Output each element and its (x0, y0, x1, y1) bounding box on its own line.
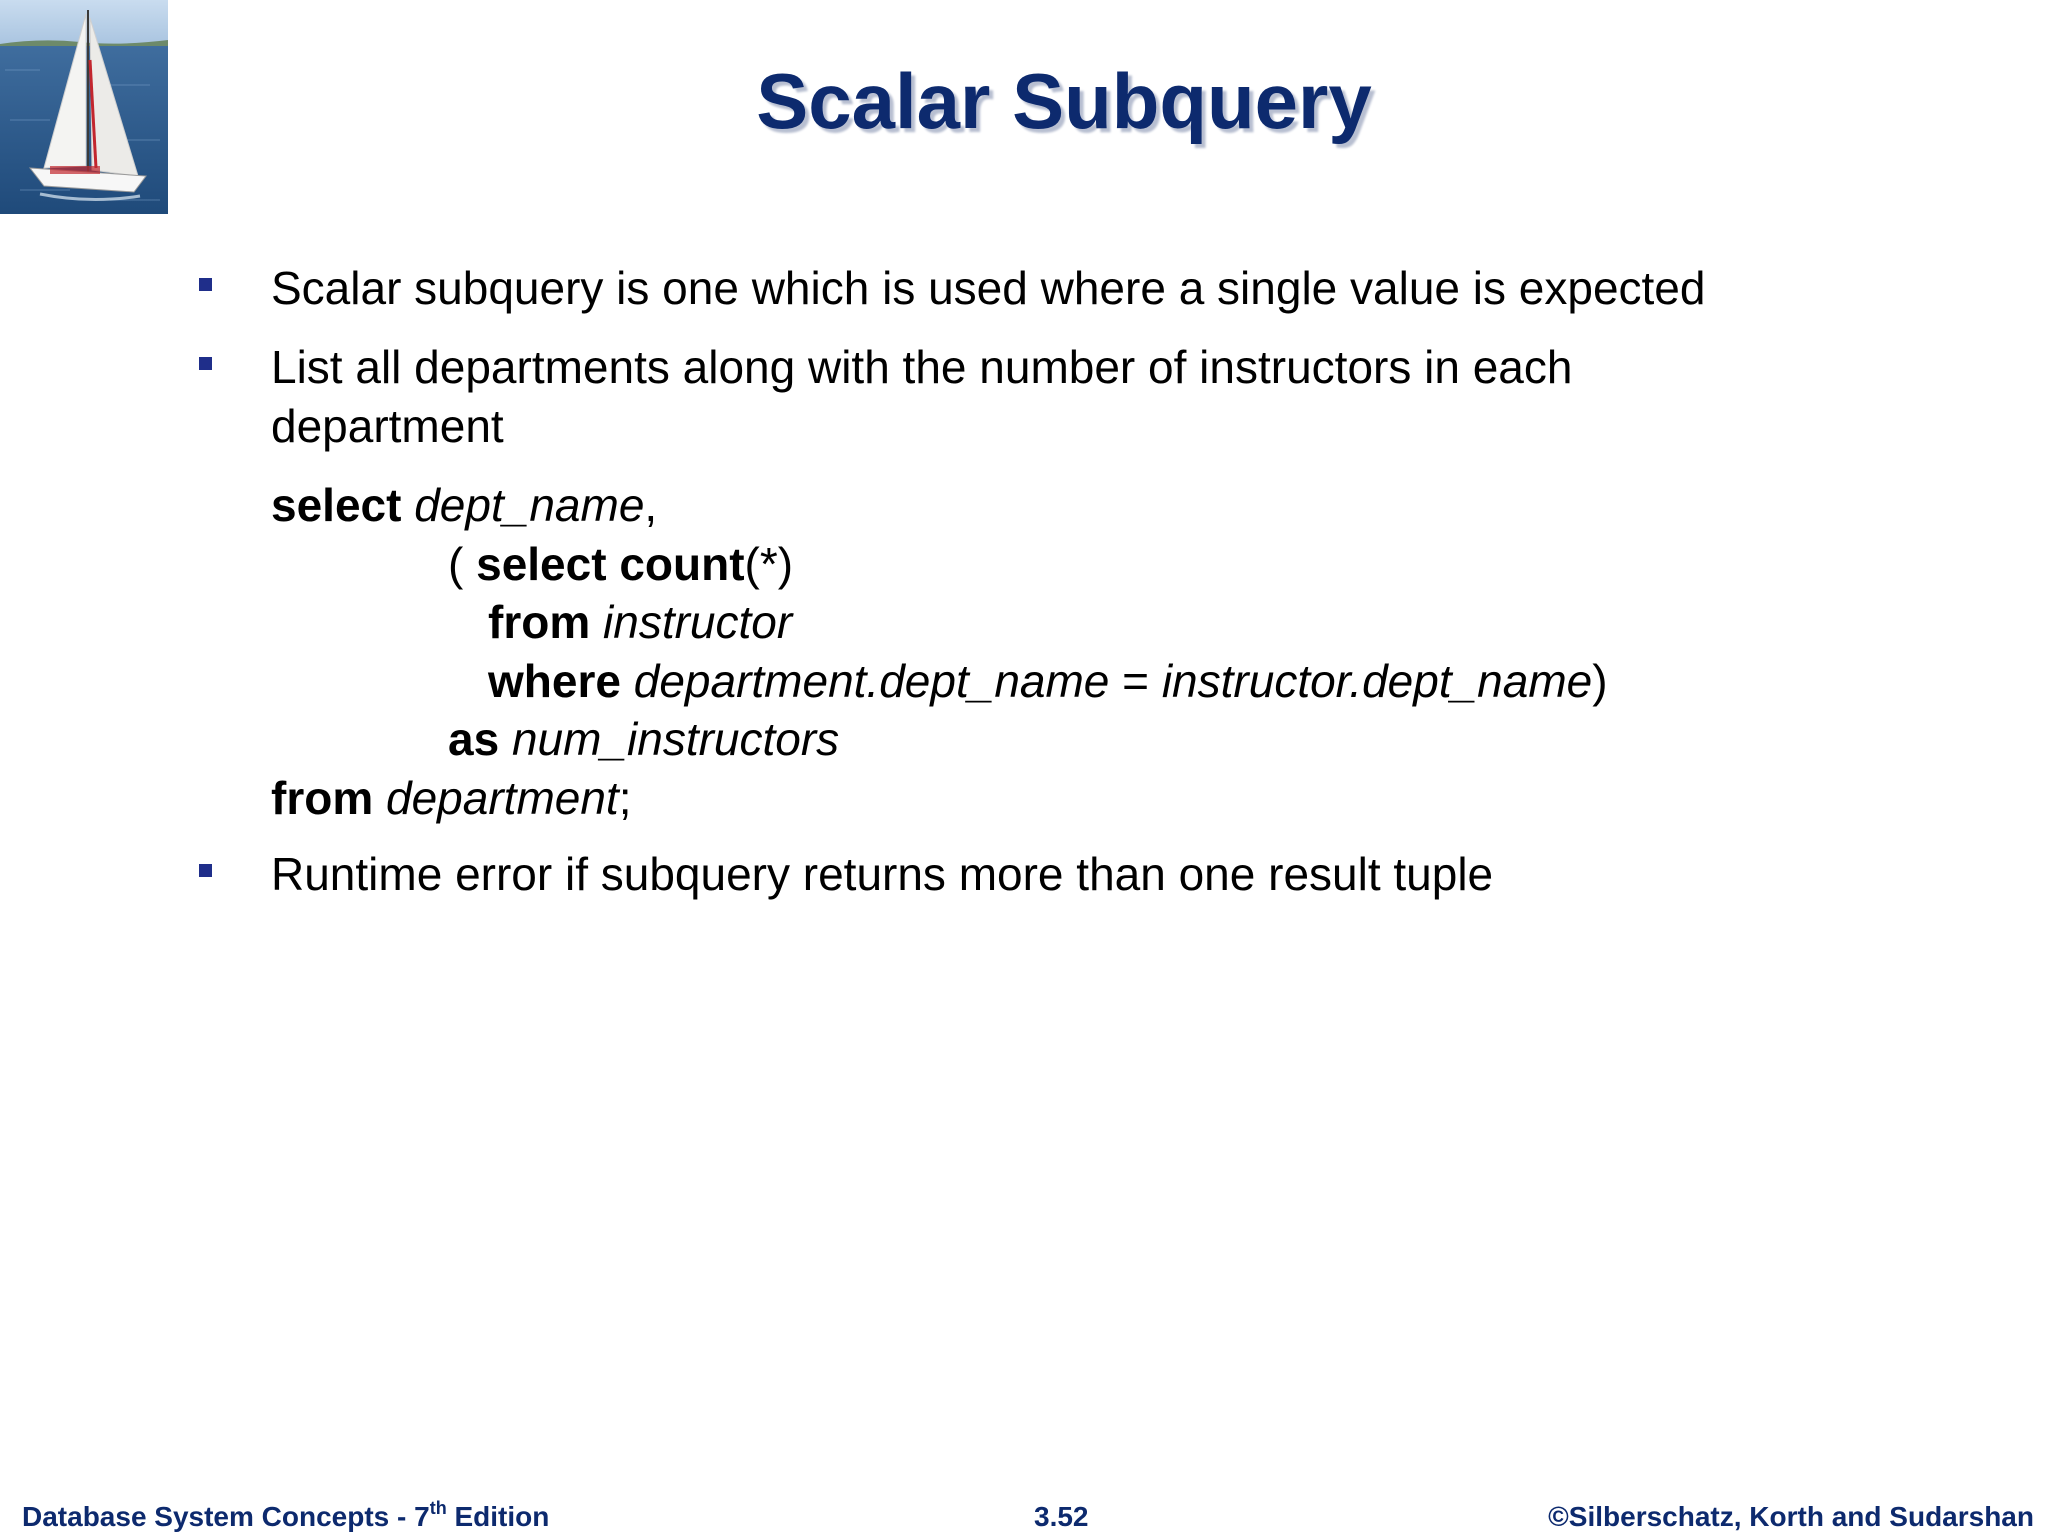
sql-punctuation: ; (618, 772, 632, 824)
sql-line-6 (271, 769, 632, 827)
sql-keyword: select (476, 538, 607, 590)
sql-identifier: department (386, 772, 619, 824)
sql-keyword: select (271, 479, 402, 531)
footer-copyright: ©Silberschatz, Korth and Sudarshan (1548, 1501, 2034, 1532)
sql-identifier: instructor.dept_name (1161, 655, 1593, 707)
footer-book-edition: Edition (446, 1501, 550, 1532)
bullet-text-2: List all departments along with the number of instructors in each (271, 341, 1573, 393)
footer-book-title (22, 1498, 550, 1532)
sql-line-4 (488, 652, 1608, 710)
sql-line-3 (488, 593, 792, 651)
footer-page-number: 3.52 (1034, 1501, 1089, 1532)
square-bullet-icon (199, 357, 212, 370)
sql-identifier: num_instructors (511, 713, 840, 765)
sql-operator: = (1109, 655, 1162, 707)
sql-punctuation: (*) (744, 538, 794, 590)
square-bullet-icon (199, 278, 212, 291)
bullet-text-1: Scalar subquery is one which is used where a single value is expected (271, 262, 1706, 314)
sql-punctuation: , (644, 479, 658, 531)
sql-keyword: as (448, 713, 500, 765)
sql-identifier: instructor (603, 596, 793, 648)
footer-book-text: Database System Concepts - 7 (22, 1501, 430, 1532)
sql-identifier: department.dept_name (633, 655, 1110, 707)
sql-identifier: dept_name (414, 479, 645, 531)
sql-line-1 (271, 476, 657, 534)
sql-keyword: from (488, 596, 591, 648)
slide-title: Scalar Subquery (756, 57, 1372, 145)
square-bullet-icon (199, 864, 212, 877)
sql-line-5 (448, 710, 839, 768)
bullet-text-2-continuation: department (271, 400, 504, 452)
sql-punctuation: ) (1592, 655, 1608, 707)
bullet-text-3: Runtime error if subquery returns more than one result tuple (271, 848, 1494, 900)
sql-line-2 (448, 535, 793, 593)
footer-book-superscript: th (429, 1498, 447, 1518)
sql-keyword: where (488, 655, 621, 707)
sql-keyword: count (619, 538, 745, 590)
sql-keyword: from (271, 772, 374, 824)
sql-punctuation: ( (448, 538, 477, 590)
